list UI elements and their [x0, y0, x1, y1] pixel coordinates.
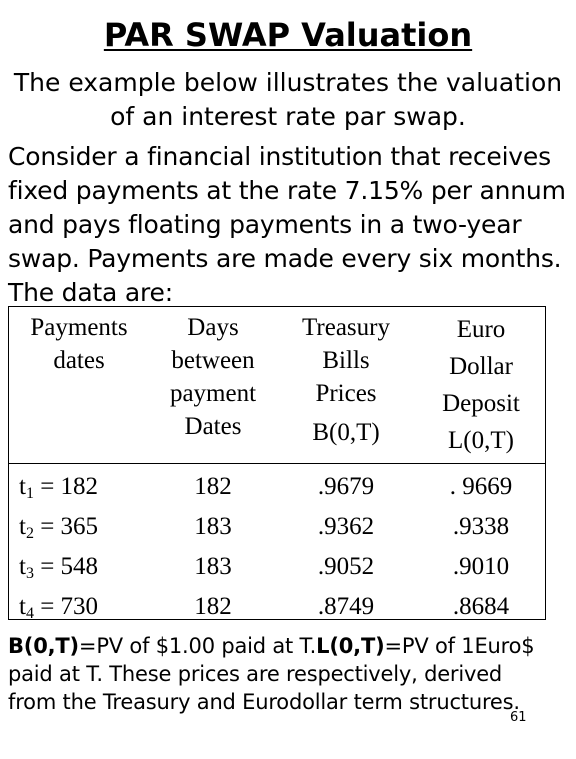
header-text: Deposit [442, 390, 520, 417]
header-euro-dollar [419, 311, 543, 459]
footer-line-1 [8, 632, 574, 660]
header-text: Days [187, 314, 239, 341]
body-paragraph [8, 140, 574, 310]
data-table [8, 306, 546, 620]
table-cell: 183 [194, 513, 232, 540]
l-definition: =PV of 1Euro$ [384, 634, 535, 658]
table-cell: .8684 [452, 593, 510, 620]
paragraph-line-3: and pays floating payments in a two-year [8, 210, 522, 239]
table-cell: 183 [194, 553, 232, 580]
paragraph-line-2: fixed payments at the rate 7.15% per annum [8, 176, 566, 205]
header-text: dates [53, 347, 105, 374]
intro-line-2: of an interest rate par swap. [110, 102, 466, 131]
page-number: 61 [510, 710, 527, 725]
b-definition: =PV of $1.00 paid at T. [78, 634, 317, 658]
title-text: PAR SWAP Valuation [103, 16, 473, 54]
table-cell: 182 [194, 593, 232, 620]
table-cell: $t_3 = 548$ [19, 553, 99, 582]
header-text: Bills [322, 347, 370, 374]
header-text: between [171, 347, 255, 374]
intro-text [0, 66, 576, 134]
header-days-between [153, 311, 273, 443]
table-cell: .8749 [317, 593, 375, 620]
header-text: payment [169, 380, 257, 407]
paragraph-line-4: swap. Payments are made every six months. [8, 244, 562, 273]
header-text: Payments [30, 314, 128, 341]
table-cell: .9362 [317, 513, 375, 540]
table-cell: .9338 [452, 513, 510, 540]
paragraph-line-5: The data are: [8, 278, 173, 307]
header-divider [9, 463, 545, 464]
header-treasury-bills [283, 311, 409, 449]
header-text: B(0,T) [312, 419, 380, 446]
header-payments-dates [15, 311, 143, 377]
footer-line-2: paid at T. These prices are respectively, derived [8, 662, 503, 686]
table-cell: .9052 [317, 553, 375, 580]
column-treasury-prices [283, 467, 409, 627]
table-cell: 182 [194, 473, 232, 500]
table-cell: $t_4 = 730$ [19, 593, 99, 622]
footer-line-3: from the Treasury and Eurodollar term structures. [8, 690, 520, 714]
table-cell: $t_1 = 182$ [19, 473, 99, 502]
header-text: Euro [456, 316, 506, 343]
header-text: Treasury [302, 314, 390, 341]
column-days [153, 467, 273, 627]
header-text: Prices [315, 380, 377, 407]
b-label: B(0,T) [8, 634, 79, 658]
paragraph-line-1: Consider a financial institution that receives [8, 142, 551, 171]
table-cell: .9010 [452, 553, 510, 580]
table-cell: $t_2 = 365$ [19, 513, 99, 542]
intro-line-1: The example below illustrates the valuation [13, 68, 563, 97]
header-text: Dates [184, 413, 242, 440]
l-label: L(0,T) [316, 634, 385, 658]
column-eurodollar-deposit [419, 467, 543, 627]
table-cell: .9679 [317, 473, 375, 500]
column-payment-dates [19, 467, 149, 627]
table-cell: . 9669 [449, 473, 513, 500]
page-title [0, 16, 576, 54]
header-text: Dollar [449, 353, 513, 380]
header-text: L(0,T) [448, 427, 514, 454]
footer-note [8, 632, 574, 716]
